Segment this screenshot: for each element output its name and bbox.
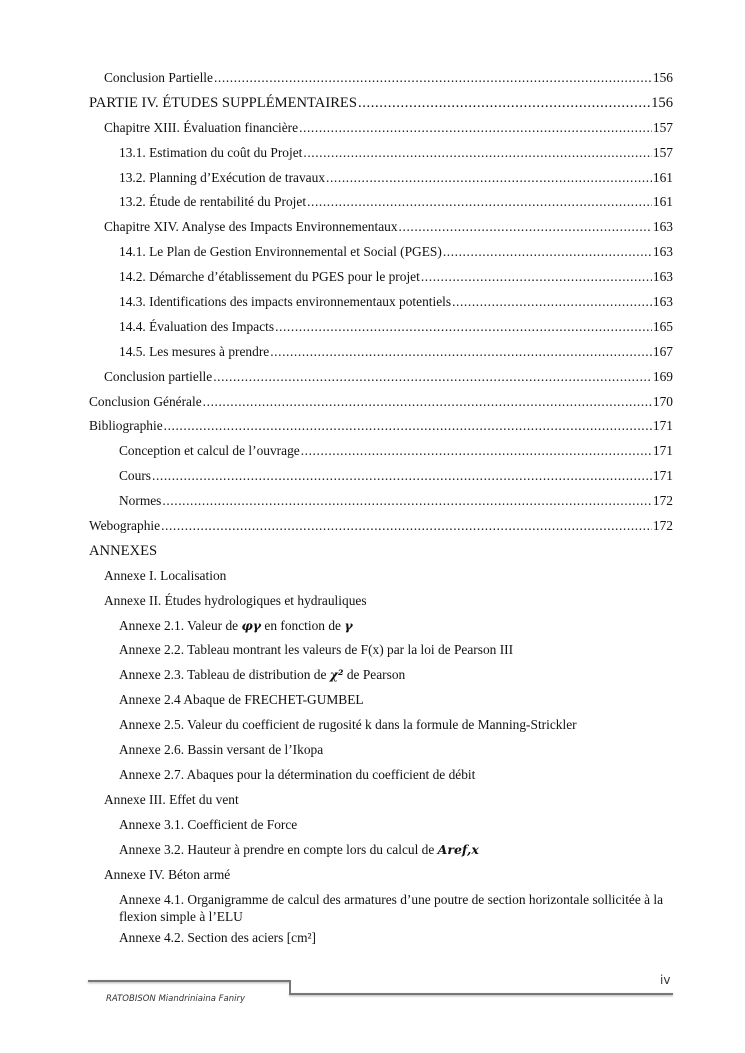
toc-entry-title xyxy=(119,813,297,838)
toc-entry-title xyxy=(104,564,226,589)
toc-entry[interactable] xyxy=(89,838,673,863)
dot-leader xyxy=(358,91,650,116)
toc-entry[interactable] xyxy=(89,190,673,215)
toc-entry-text: Annexe 3.1. Coefficient de Force xyxy=(119,816,298,832)
toc-entry[interactable] xyxy=(89,365,673,390)
dot-leader xyxy=(452,290,652,315)
toc-entry-title xyxy=(119,926,316,951)
toc-page-number: 170 xyxy=(652,393,673,409)
toc-page-number: 163 xyxy=(652,219,673,235)
toc-page-number: 156 xyxy=(651,94,673,111)
toc-page-number: 157 xyxy=(652,119,673,135)
toc-entry-text: Annexe 2.2. Tableau montrant les valeurs de F(x) par la loi de Pearson III xyxy=(119,642,514,658)
toc-entry-title xyxy=(119,315,274,340)
dot-leader xyxy=(164,414,652,439)
dot-leader xyxy=(326,166,652,191)
toc-entry-text-suffix: de Pearson xyxy=(343,667,406,683)
toc-entry-title xyxy=(119,439,300,464)
table-of-contents xyxy=(89,66,673,951)
toc-page-number: 171 xyxy=(652,443,673,459)
footer-rule-right xyxy=(289,993,673,995)
toc-entry-title xyxy=(119,141,302,166)
toc-entry-title xyxy=(104,788,239,813)
dot-leader xyxy=(299,116,652,141)
toc-entry-text: Annexe 2.6. Bassin versant de l’Ikopa xyxy=(119,742,324,758)
toc-entry-text: Annexe III. Effet du vent xyxy=(104,791,239,807)
toc-page-number: 163 xyxy=(652,294,673,310)
page-number: iv xyxy=(660,973,671,987)
toc-entry-title xyxy=(119,663,405,688)
toc-entry-title xyxy=(119,290,451,315)
toc-entry[interactable] xyxy=(89,240,673,265)
dot-leader xyxy=(443,240,652,265)
toc-entry-title xyxy=(89,414,163,439)
toc-entry-text: 13.2. Planning d’Exécution de travaux xyxy=(119,169,326,185)
toc-entry[interactable] xyxy=(89,638,673,663)
toc-entry-text: Annexe 2.3. Tableau de distribution de xyxy=(119,667,330,683)
toc-entry-text: Annexe 2.4 Abaque de FRECHET-GUMBEL xyxy=(119,692,364,708)
toc-entry-text: 14.3. Identifications des impacts environnementaux potentiels xyxy=(119,294,452,310)
math-symbol: γ xyxy=(344,617,353,633)
toc-entry-title xyxy=(104,863,230,888)
dot-leader xyxy=(270,340,652,365)
toc-entry[interactable] xyxy=(89,390,673,415)
toc-entry[interactable] xyxy=(89,614,673,639)
dot-leader xyxy=(161,514,652,539)
toc-entry[interactable] xyxy=(89,738,673,763)
toc-entry-title xyxy=(119,265,420,290)
toc-entry-text: Annexe I. Localisation xyxy=(104,567,227,583)
dot-leader xyxy=(152,464,652,489)
toc-entry-title xyxy=(119,738,323,763)
toc-entry-title xyxy=(104,116,298,141)
dot-leader xyxy=(421,265,652,290)
toc-page-number: 171 xyxy=(652,468,673,484)
toc-entry-title xyxy=(104,66,213,91)
toc-entry[interactable] xyxy=(89,663,673,688)
toc-entry[interactable] xyxy=(89,414,673,439)
toc-entry-text: Chapitre XIII. Évaluation financière xyxy=(104,119,299,135)
math-symbol: φγ xyxy=(241,617,262,633)
toc-entry-text: Conception et calcul de l’ouvrage xyxy=(119,443,300,459)
toc-entry-text: Chapitre XIV. Analyse des Impacts Environnementaux xyxy=(104,219,398,235)
toc-entry[interactable] xyxy=(89,564,673,589)
toc-page-number: 161 xyxy=(652,194,673,210)
toc-entry[interactable] xyxy=(89,788,673,813)
toc-page-number: 156 xyxy=(652,70,673,85)
toc-entry[interactable] xyxy=(89,863,673,888)
toc-entry-text: Webographie xyxy=(89,518,161,534)
toc-entry[interactable] xyxy=(89,464,673,489)
toc-entry-title xyxy=(89,390,202,415)
toc-entry[interactable] xyxy=(89,166,673,191)
toc-entry[interactable] xyxy=(89,489,673,514)
toc-entry[interactable] xyxy=(89,66,673,91)
toc-entry-text: 14.4. Évaluation des Impacts xyxy=(119,318,275,334)
toc-entry[interactable] xyxy=(89,926,673,951)
footer-rule-left xyxy=(88,980,290,982)
toc-entry-text: Conclusion Partielle xyxy=(104,70,213,85)
toc-entry-text: PARTIE IV. ÉTUDES SUPPLÉMENTAIRES xyxy=(89,94,357,111)
toc-entry[interactable] xyxy=(89,713,673,738)
math-symbol: χ² xyxy=(329,667,344,683)
toc-entry-text: Annexe 2.7. Abaques pour la détermination du coefficient de débit xyxy=(119,766,476,782)
footer-author: RATOBISON Miandriniaina Faniry xyxy=(106,994,246,1004)
toc-entry[interactable] xyxy=(89,589,673,614)
toc-entry-title xyxy=(119,638,513,663)
toc-page-number: 167 xyxy=(652,343,673,359)
toc-entry-title xyxy=(89,91,357,116)
toc-entry[interactable] xyxy=(89,215,673,240)
dot-leader xyxy=(162,489,652,514)
toc-entry[interactable] xyxy=(89,340,673,365)
dot-leader xyxy=(213,365,652,390)
dot-leader xyxy=(203,390,652,415)
toc-entry[interactable] xyxy=(89,514,673,539)
toc-entry-title xyxy=(89,514,160,539)
dot-leader xyxy=(301,439,652,464)
toc-entry-title xyxy=(119,190,306,215)
toc-entry-title xyxy=(119,166,325,191)
toc-entry-title xyxy=(119,340,269,365)
dot-leader xyxy=(399,215,652,240)
toc-entry-title xyxy=(119,713,577,738)
toc-entry-title xyxy=(104,365,212,390)
toc-page-number: 169 xyxy=(652,368,673,384)
toc-entry-text: Annexe 2.1. Valeur de xyxy=(119,617,242,633)
toc-entry-text: Annexe IV. Béton armé xyxy=(104,866,231,882)
toc-entry-title xyxy=(119,614,353,639)
toc-entry[interactable] xyxy=(89,763,673,788)
dot-leader xyxy=(307,190,652,215)
toc-entry-text: 13.2. Étude de rentabilité du Projet xyxy=(119,194,307,210)
toc-page-number: 157 xyxy=(652,144,673,160)
toc-entry[interactable] xyxy=(89,315,673,340)
toc-entry-text-suffix: en fonction de xyxy=(261,617,345,633)
toc-page-number: 171 xyxy=(652,418,673,434)
toc-entry[interactable] xyxy=(89,290,673,315)
toc-entry[interactable] xyxy=(89,813,673,838)
toc-entry[interactable] xyxy=(89,688,673,713)
toc-entry-text: 14.2. Démarche d’établissement du PGES pour le projet xyxy=(119,269,420,285)
toc-entry-text: Bibliographie xyxy=(89,418,163,434)
toc-entry[interactable] xyxy=(89,887,673,926)
toc-entry[interactable] xyxy=(89,91,673,116)
toc-entry-text: 13.1. Estimation du coût du Projet xyxy=(119,144,303,160)
toc-entry-title xyxy=(89,539,157,564)
toc-page-number: 161 xyxy=(652,169,673,185)
toc-page-number: 165 xyxy=(652,318,673,334)
toc-entry-title xyxy=(119,464,151,489)
toc-entry-text: Normes xyxy=(119,493,162,509)
toc-entry-text: Annexe 2.5. Valeur du coefficient de rugosité k dans la formule de Manning-Strickler xyxy=(119,717,577,733)
math-symbol: Aref,x xyxy=(437,841,479,857)
toc-page-number: 163 xyxy=(652,269,673,285)
toc-entry-text: Annexe 4.2. Section des aciers [cm²] xyxy=(119,930,316,946)
toc-entry[interactable] xyxy=(89,539,673,564)
toc-entry-text: 14.5. Les mesures à prendre xyxy=(119,343,270,359)
toc-entry-text: Conclusion Générale xyxy=(89,393,202,409)
toc-entry-text: Conclusion partielle xyxy=(104,368,213,384)
toc-entry[interactable] xyxy=(89,141,673,166)
toc-entry-text: Annexe 3.2. Hauteur à prendre en compte lors du calcul de xyxy=(119,841,438,857)
toc-page-number: 172 xyxy=(652,493,673,509)
dot-leader xyxy=(214,66,652,91)
toc-entry-title xyxy=(119,688,364,713)
toc-entry[interactable] xyxy=(89,265,673,290)
footer-rule-step xyxy=(289,980,291,994)
toc-entry[interactable] xyxy=(89,439,673,464)
dot-leader xyxy=(303,141,652,166)
toc-entry-title xyxy=(119,763,475,788)
toc-entry-text: 14.1. Le Plan de Gestion Environnemental et Social (PGES) xyxy=(119,244,442,260)
toc-entry-text: Cours xyxy=(119,468,151,484)
dot-leader xyxy=(275,315,652,340)
toc-entry-title xyxy=(119,489,161,514)
toc-entry-title xyxy=(104,215,398,240)
toc-entry-title xyxy=(119,240,442,265)
toc-entry-text: ANNEXES xyxy=(89,542,158,559)
toc-entry-title xyxy=(119,838,479,863)
toc-page-number: 172 xyxy=(652,518,673,534)
toc-entry[interactable] xyxy=(89,116,673,141)
toc-entry-title xyxy=(119,892,663,924)
toc-entry-text: Annexe II. Études hydrologiques et hydrauliques xyxy=(104,592,367,608)
toc-page-number: 163 xyxy=(652,244,673,260)
toc-entry-text: Annexe 4.1. Organigramme de calcul des armatures d’une poutre de section horizontale sollicitée à la flexion simple à l’ELU xyxy=(119,892,664,925)
toc-entry-title xyxy=(104,589,367,614)
